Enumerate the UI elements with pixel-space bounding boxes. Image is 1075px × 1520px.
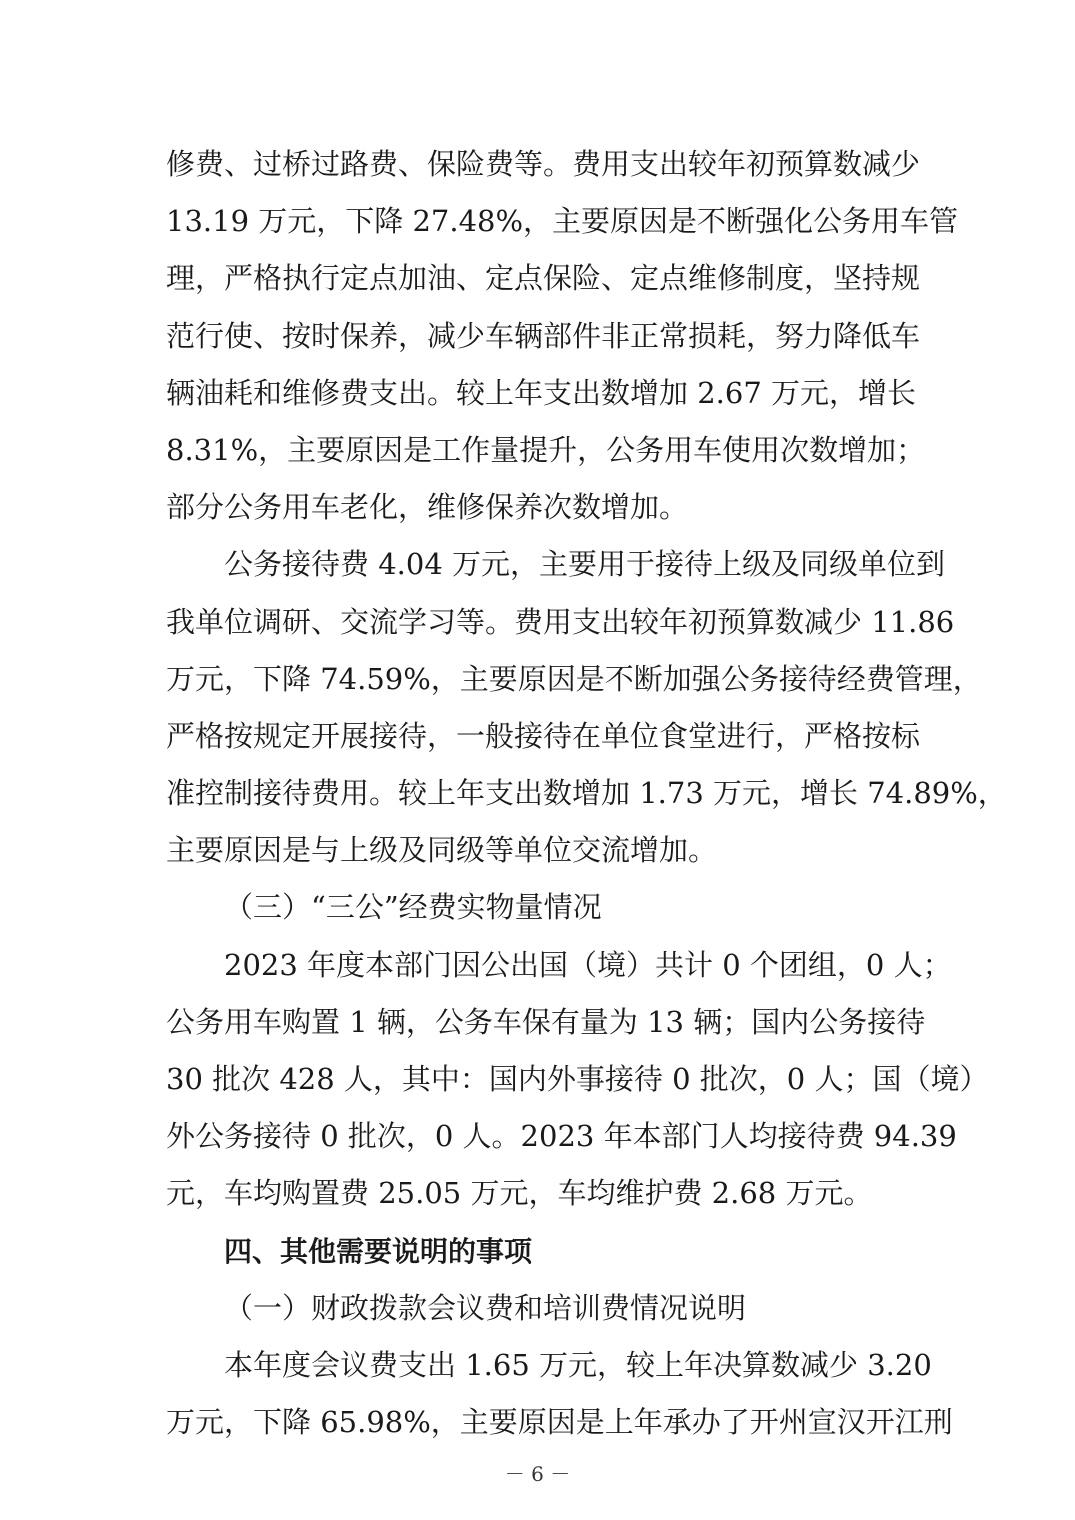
text-line: 本年度会议费支出 1.65 万元，较上年决算数减少 3.20: [224, 1347, 932, 1382]
text-line: 修费、过桥过路费、保险费等。费用支出较年初预算数减少: [166, 147, 921, 181]
text-line: 2023 年度本部门因公出国（境）共计 0 个团组，0 人；: [224, 947, 952, 982]
text-line: 元，车均购置费 25.05 万元，车均维护费 2.68 万元。: [166, 1176, 873, 1211]
section-subheading: （一）财政拨款会议费和培训费情况说明: [224, 1290, 747, 1325]
body-text: [166, 136, 1007, 1451]
text-line: 准控制接待费用。较上年支出数增加 1.73 万元，增长 74.89%，: [166, 776, 1007, 811]
section-subheading: （三）“三公”经费实物量情况: [224, 890, 602, 925]
text-line: 外公务接待 0 批次，0 人。2023 年本部门人均接待费 94.39: [166, 1119, 957, 1154]
text-line: 主要原因是与上级及同级等单位交流增加。: [166, 833, 718, 868]
text-line: 公务接待费 4.04 万元，主要用于接待上级及同级单位到: [224, 547, 946, 582]
text-line: 公务用车购置 1 辆，公务车保有量为 13 辆；国内公务接待: [166, 1004, 926, 1039]
section-heading: 四、其他需要说明的事项: [224, 1234, 533, 1268]
text-line: 我单位调研、交流学习等。费用支出较年初预算数减少 11.86: [166, 604, 955, 639]
text-line: 严格按规定开展接待，一般接待在单位食堂进行，严格按标: [166, 718, 921, 753]
text-line: 万元，下降 65.98%，主要原因是上年承办了开州宣汉开江刑: [166, 1405, 953, 1440]
text-line: 辆油耗和维修费支出。较上年支出数增加 2.67 万元，增长: [166, 375, 917, 410]
text-line: 8.31%，主要原因是工作量提升，公务用车使用次数增加；: [166, 432, 926, 467]
text-line: 万元，下降 74.59%，主要原因是不断加强公务接待经费管理，: [166, 661, 982, 696]
text-line: 范行使、按时保养，减少车辆部件非正常损耗，努力降低车: [166, 318, 921, 353]
page-number: － 6 －: [504, 1462, 571, 1486]
text-line: 13.19 万元，下降 27.48%，主要原因是不断强化公务用车管: [166, 204, 959, 239]
text-line: 理，严格执行定点加油、定点保险、定点维修制度，坚持规: [166, 261, 921, 296]
text-line: 部分公务用车老化，维修保养次数增加。: [166, 490, 689, 525]
text-line: 30 批次 428 人，其中：国内外事接待 0 批次，0 人；国（境）: [166, 1062, 989, 1096]
